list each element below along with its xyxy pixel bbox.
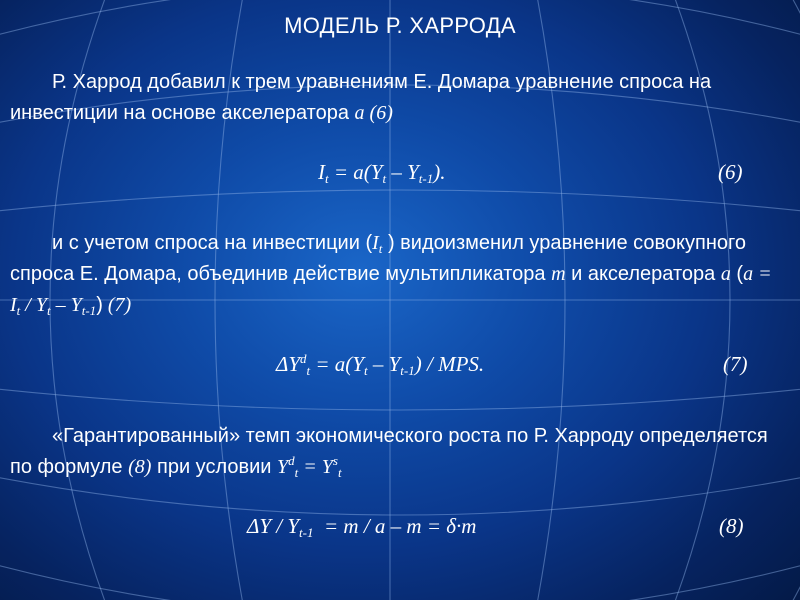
formula-6: $I_t = a(Y_t - Y_{t-1})$.: [318, 160, 446, 186]
formula-8: $\Delta Y / Y_{t-1} = m / a - m = \delta\cdot m$: [247, 514, 477, 540]
formula-7: $\Delta Y^d_t = a(Y_t - Y_{t-1})$ / MPS.: [276, 351, 485, 378]
formula-8-number: (8): [719, 514, 744, 538]
accelerator-formula: $a = I_t / Y_t - Y_{t-1}$: [10, 263, 772, 318]
paragraph-harrod-intro: Р. Харрод добавил к трем уравнениям Е. Домара уравнение спроса на инвестиции на основе акселератора а (6): [10, 71, 712, 124]
formula-7-number: (7): [723, 352, 748, 376]
equilibrium-condition: $Y^d_t = Y^s_t$: [277, 453, 342, 480]
paragraph-investment-demand: и с учетом спроса на инвестиции ($I_t$ ) видоизменил уравнение совокупного спроса Е. Домара, объединив действие мультипликатора m и акселератора a $(a = I_t / Y_t - Y_{t-1})$ (7): [10, 232, 772, 318]
slide-title: МОДЕЛЬ Р. ХАРРОДА: [284, 13, 516, 38]
accelerator-ref: а (6): [354, 102, 393, 124]
paragraph-guaranteed-growth: «Гарантированный» темп экономического роста по Р. Харроду определяется по формуле (8) при условии $Y^d_t = Y^s_t$: [10, 425, 768, 480]
formula-6-number: (6): [718, 160, 743, 184]
